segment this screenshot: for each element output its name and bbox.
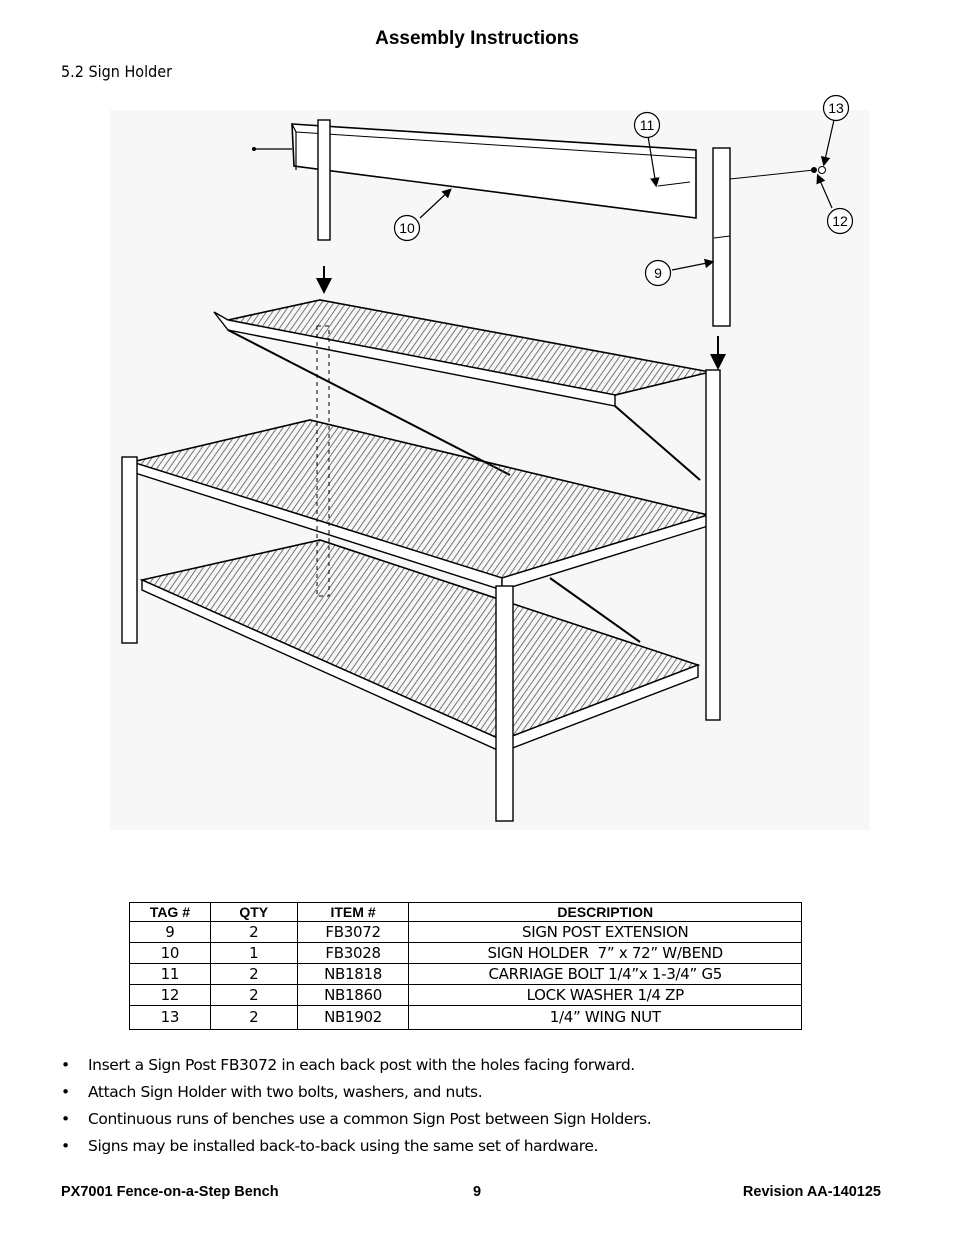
callout-12 <box>828 209 853 234</box>
bullet-icon: • <box>61 1137 70 1155</box>
table-cell: FB3072 <box>297 922 409 943</box>
table-cell: 2 <box>210 964 297 985</box>
bullet-icon: • <box>61 1083 70 1101</box>
footer-page-number: 9 <box>472 1184 482 1200</box>
table-cell: SIGN HOLDER 7” x 72” W/BEND <box>409 943 802 964</box>
table-row <box>130 922 802 943</box>
section-heading: 5.2 Sign Holder <box>61 62 173 81</box>
instruction-list <box>61 1054 651 1162</box>
column-header: DESCRIPTION <box>409 903 802 922</box>
list-item <box>61 1054 651 1081</box>
table-cell: 2 <box>210 985 297 1006</box>
footer-revision: Revision AA-140125 <box>742 1184 881 1200</box>
callout-9-label: 9 <box>654 265 662 281</box>
table-cell: 13 <box>130 1006 211 1030</box>
footer-document-title: PX7001 Fence-on-a-Step Bench <box>61 1184 279 1200</box>
list-item-text: Continuous runs of benches use a common Sign Post between Sign Holders. <box>88 1110 652 1128</box>
table-cell: 2 <box>210 922 297 943</box>
column-header: QTY <box>210 903 297 922</box>
list-item <box>61 1135 651 1162</box>
callout-13 <box>824 96 849 121</box>
list-item-text: Signs may be installed back-to-back using the same set of hardware. <box>88 1137 599 1155</box>
list-item-text: Insert a Sign Post FB3072 in each back post with the holes facing forward. <box>88 1056 635 1074</box>
table-cell: 2 <box>210 1006 297 1030</box>
table-cell: NB1818 <box>297 964 409 985</box>
callout-13-label: 13 <box>828 100 844 116</box>
bullet-icon: • <box>61 1056 70 1074</box>
table-cell: 12 <box>130 985 211 1006</box>
table-row <box>130 1006 802 1030</box>
callout-12-label: 12 <box>832 213 848 229</box>
table-header-row <box>130 903 802 922</box>
column-header: TAG # <box>130 903 211 922</box>
table-cell: LOCK WASHER 1/4 ZP <box>409 985 802 1006</box>
callout-10 <box>395 216 420 241</box>
callout-11 <box>635 113 660 138</box>
bullet-icon: • <box>61 1110 70 1128</box>
callout-11-label: 11 <box>639 117 655 133</box>
table-cell: FB3028 <box>297 943 409 964</box>
table-row <box>130 943 802 964</box>
table-cell: 1/4” WING NUT <box>409 1006 802 1030</box>
list-item-text: Attach Sign Holder with two bolts, washers, and nuts. <box>88 1083 483 1101</box>
table-cell: CARRIAGE BOLT 1/4”x 1-3/4” G5 <box>409 964 802 985</box>
list-item <box>61 1081 651 1108</box>
callout-10-label: 10 <box>399 220 415 236</box>
table-cell: 1 <box>210 943 297 964</box>
parts-table <box>129 902 802 1030</box>
table-cell: 9 <box>130 922 211 943</box>
table-cell: 10 <box>130 943 211 964</box>
table-cell: NB1860 <box>297 985 409 1006</box>
table-row <box>130 964 802 985</box>
callout-9 <box>646 261 671 286</box>
table-cell: NB1902 <box>297 1006 409 1030</box>
table-cell: SIGN POST EXTENSION <box>409 922 802 943</box>
list-item <box>61 1108 651 1135</box>
column-header: ITEM # <box>297 903 409 922</box>
assembly-drawing <box>110 90 870 835</box>
table-row <box>130 985 802 1006</box>
table-cell: 11 <box>130 964 211 985</box>
page-title: Assembly Instructions <box>375 28 579 49</box>
